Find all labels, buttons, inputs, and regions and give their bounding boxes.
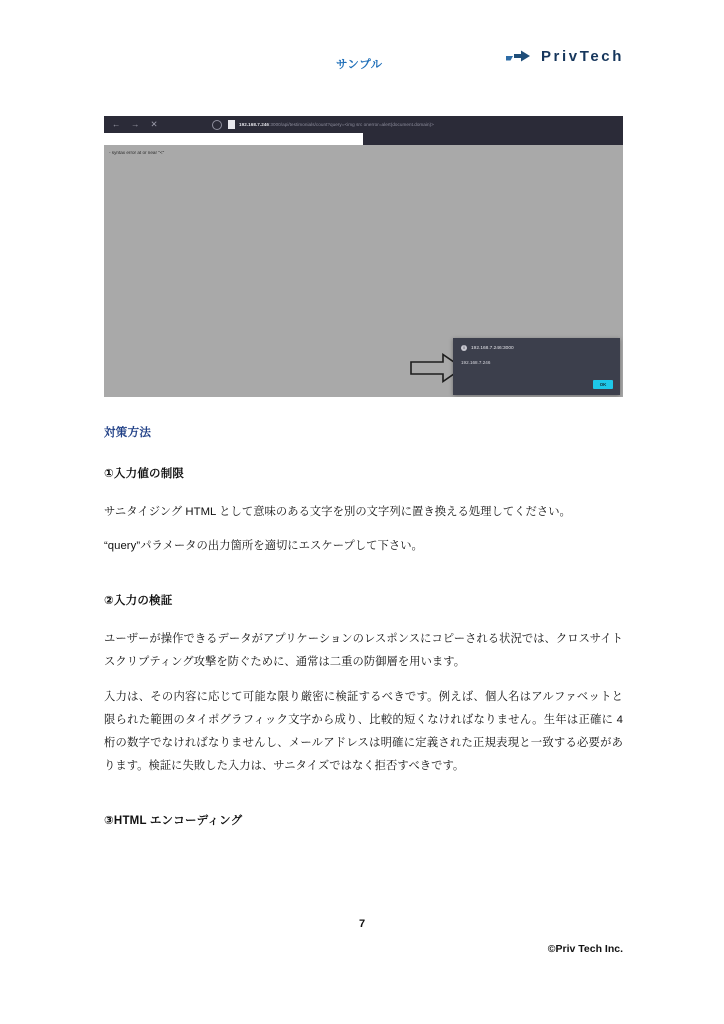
javascript-alert-dialog xyxy=(453,338,620,395)
section-heading-countermeasures: 対策方法 xyxy=(104,427,152,439)
document-header xyxy=(104,48,624,82)
url-path-text: :3000/api/testimonials/count?query=<img src onerror=alert(document.domain)> xyxy=(269,122,434,127)
subsection-heading-input-validation: ②入力の検証 xyxy=(104,595,173,608)
favicon-icon xyxy=(228,120,235,129)
stop-icon[interactable]: ✕ xyxy=(150,119,158,130)
browser-secondary-bar xyxy=(104,133,623,145)
privtech-logo-mark-icon xyxy=(506,48,532,65)
paragraph-defense-layers: ユーザーが操作できるデータがアプリケーションのレスポンスにコピーされる状況では、クロスサイトスクリプティング攻撃を防ぐために、通常は二重の防御層を用います。 xyxy=(104,633,623,669)
copyright-notice: ©Priv Tech Inc. xyxy=(547,943,623,955)
paragraph-query-escape: “query”パラメータの出力箇所を適切にエスケープして下さい。 xyxy=(104,540,423,553)
address-bar[interactable] xyxy=(239,122,434,127)
info-icon: i xyxy=(461,345,467,351)
document-body xyxy=(104,424,623,848)
syntax-error-text: - syntax error at or near "<" xyxy=(109,150,165,155)
browser-toolbar xyxy=(104,116,623,133)
brand-name-text: PrivTech xyxy=(540,48,624,65)
paragraph-strict-validation: 入力は、その内容に応じて可能な限り厳密に検証するべきです。例えば、個人名はアルファベットと限られた範囲のタイポグラフィック文字から成り、比較的短くなければなりません。生年は正確に 4 桁の数字でなければなりませんし、メールアドレスは明確に定義された正規表現と一致する必要があります。検証に失敗した入力は、サニタイズではなく拒否すべきです。 xyxy=(104,690,623,773)
shield-icon xyxy=(212,120,222,130)
subsection-heading-input-restriction: ①入力値の制限 xyxy=(104,468,185,480)
browser-screenshot-figure xyxy=(104,116,623,397)
forward-icon[interactable]: → xyxy=(131,119,140,130)
rendered-blank-field xyxy=(104,133,363,145)
brand-lockup xyxy=(506,48,624,65)
dialog-ok-button[interactable]: OK xyxy=(593,380,613,389)
subsection-heading-html-encoding: ③HTML エンコーディング xyxy=(104,815,243,828)
browser-nav-buttons xyxy=(104,120,190,129)
page-number: 7 xyxy=(358,918,366,930)
dialog-title-row xyxy=(461,345,612,351)
dialog-message-text: 192.168.7.246 xyxy=(461,360,491,365)
paragraph-sanitizing: サニタイジング HTML として意味のある文字を別の文字列に置き換える処理してください。 xyxy=(104,506,571,518)
dialog-origin-text: 192.168.7.246:3000 xyxy=(471,345,514,351)
back-icon[interactable]: ← xyxy=(112,119,121,130)
sample-watermark-label: サンプル xyxy=(336,59,383,71)
url-host-text: 192.168.7.246 xyxy=(239,122,270,127)
